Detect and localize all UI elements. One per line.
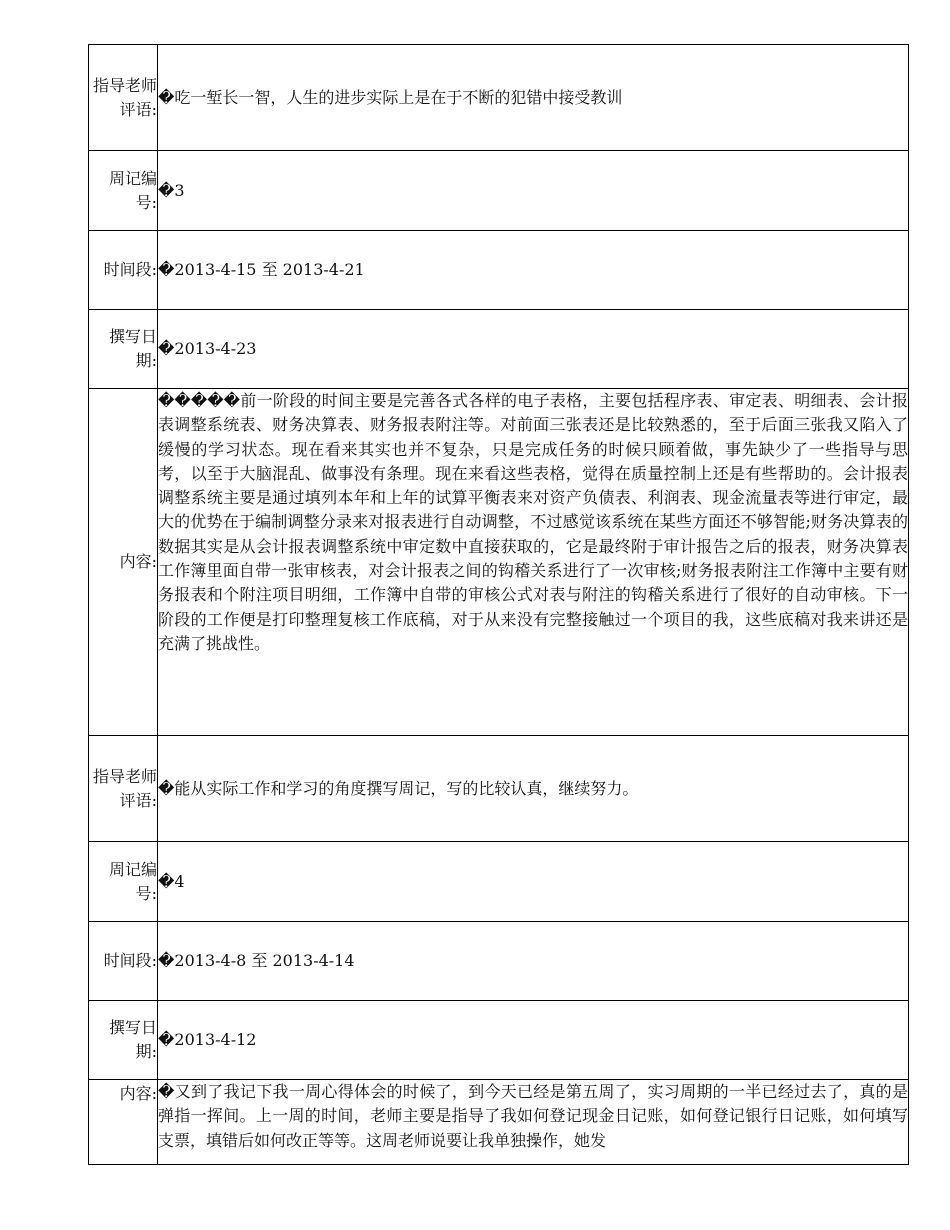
- table-row: [89, 310, 909, 389]
- date-value: �2013-4-12: [158, 1001, 909, 1080]
- table-row: [89, 736, 909, 842]
- table-row: [89, 842, 909, 922]
- teacher-comment: �吃一堑长一智，人生的进步实际上是在于不断的犯错中接受教训: [158, 45, 909, 151]
- weekly-journal-page: [88, 44, 907, 1165]
- content-text: �����前一阶段的时间主要是完善各式各样的电子表格，主要包括程序表、审定表、明细表、会计报表调整系统表、财务决算表、财务报表附注等。对前面三张表还是比较熟悉的，至于后面三张我又陷入了缓慢的学习状态。现在看来其实也并不复杂，只是完成任务的时候只顾着做，事先缺少了一些指导与思考，以至于大脑混乱、做事没有条理。现在来看这些表格，觉得在质量控制上还是有些帮助的。会计报表调整系统主要是通过填列本年和上年的试算平衡表来对资产负债表、利润表、现金流量表等进行审定，最大的优势在于编制调整分录来对报表进行自动调整，不过感觉该系统在某些方面还不够智能;财务决算表的数据其实是从会计报表调整系统中审定数中直接获取的，它是最终附于审计报告之后的报表，财务决算表工作簿里面自带一张审核表，对会计报表之间的钩稽关系进行了一次审核;财务报表附注工作簿中主要有财务报表和个附注项目明细，工作簿中自带的审核公式对表与附注的钩稽关系进行了很好的自动审核。下一阶段的工作便是打印整理复核工作底稿，对于从来没有完整接触过一个项目的我，这些底稿对我来讲还是充满了挑战性。: [158, 389, 909, 736]
- table-row: [89, 1001, 909, 1080]
- date-label: 撰写日期:: [89, 310, 158, 389]
- content-text: �又到了我记下我一周心得体会的时候了，到今天已经是第五周了，实习周期的一半已经过去了，真的是弹指一挥间。上一周的时间，老师主要是指导了我如何登记现金日记账，如何登记银行日记账，如何填写支票，填错后如何改正等等。这周老师说要让我单独操作，她发: [158, 1082, 908, 1150]
- week-no-label: 周记编号:: [89, 151, 158, 231]
- table-row: [89, 389, 909, 736]
- table-row: [89, 231, 909, 310]
- content-label: 内容:: [89, 1080, 158, 1165]
- comment-label: 指导老师评语:: [89, 45, 158, 151]
- week-no-value: �3: [158, 151, 909, 231]
- content-label: 内容:: [89, 389, 158, 736]
- week-no-label: 周记编号:: [89, 842, 158, 922]
- period-label: 时间段:: [89, 231, 158, 310]
- weekly-journal-table: [88, 44, 909, 1165]
- content-cell: [158, 1080, 909, 1165]
- comment-label: 指导老师评语:: [89, 736, 158, 842]
- date-label: 撰写日期:: [89, 1001, 158, 1080]
- table-row: [89, 151, 909, 231]
- table-row: [89, 1080, 909, 1165]
- week-no-value: �4: [158, 842, 909, 922]
- period-label: 时间段:: [89, 922, 158, 1001]
- table-row: [89, 45, 909, 151]
- teacher-comment: �能从实际工作和学习的角度撰写周记，写的比较认真，继续努力。: [158, 736, 909, 842]
- period-value: �2013-4-15 至 2013-4-21: [158, 231, 909, 310]
- table-row: [89, 922, 909, 1001]
- period-value: �2013-4-8 至 2013-4-14: [158, 922, 909, 1001]
- date-value: �2013-4-23: [158, 310, 909, 389]
